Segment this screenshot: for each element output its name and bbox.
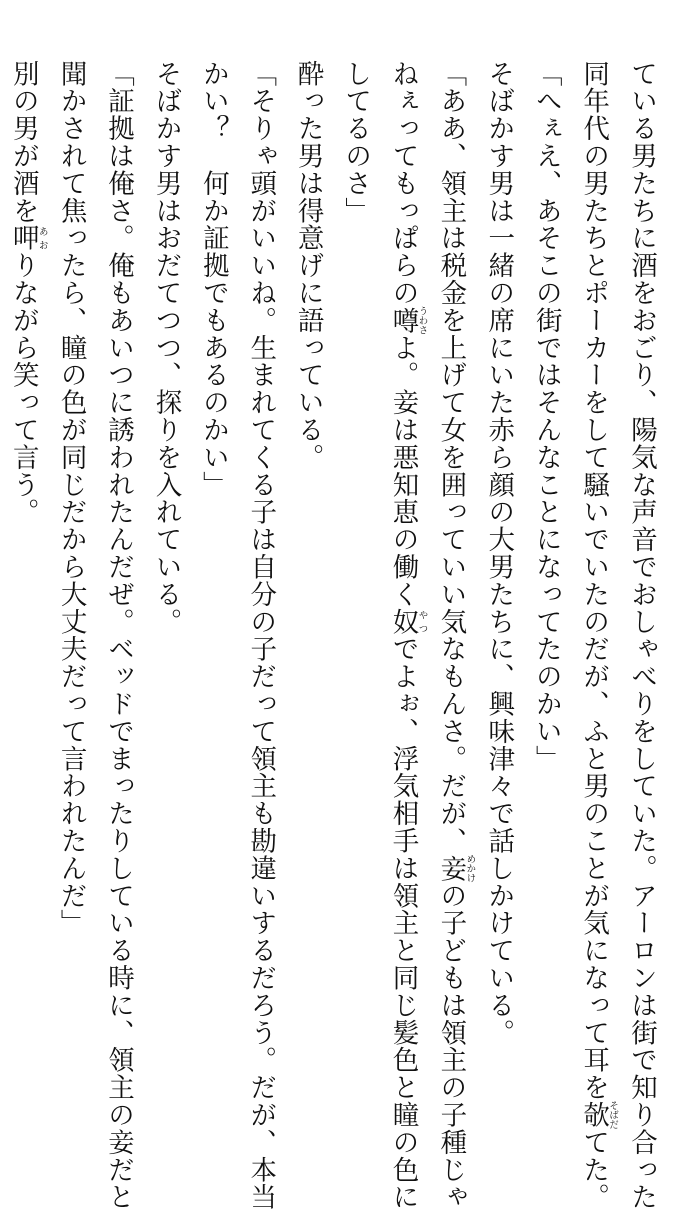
line-text: でよぉ、浮気相手は領主と同じ髪色と瞳の色に <box>387 635 419 1211</box>
line-text: 「ああ、領主は税金を上げて女を囲っていい気なもんさ。だが、 <box>435 60 467 855</box>
line-text: の子どもは領主の子種じゃ <box>435 882 467 1211</box>
ruby-word <box>7 224 48 252</box>
ruby-reading: あお <box>36 224 48 252</box>
ruby-word <box>387 608 428 636</box>
line-text: そばかす男は一緒の席にいた赤ら顔の大男たちに、興味津々で話しかけている。 <box>483 60 515 1047</box>
text-line <box>95 60 142 1211</box>
text-line <box>475 60 522 1047</box>
ruby-base: 呷 <box>7 224 39 252</box>
ruby-reading: めかけ <box>464 854 476 883</box>
ruby-base: 欹 <box>578 1100 610 1130</box>
line-text: してるのさ」 <box>340 60 372 225</box>
text-line <box>142 60 189 950</box>
text-line <box>427 60 476 1211</box>
text-line <box>237 60 284 1211</box>
line-text: 聞かされて焦ったら、瞳の色が同じだから大丈夫だって言われたんだ」 <box>55 60 87 937</box>
ruby-reading: そばだ <box>607 1100 619 1130</box>
ruby-reading: やつ <box>416 608 428 636</box>
ruby-reading: うわさ <box>416 306 428 335</box>
ruby-word <box>435 854 476 883</box>
line-text: 「へぇえ、あそこの街ではそんなことになってたのかい」 <box>530 60 562 773</box>
line-text: 同年代の男たちとポーカーをして騒いでいたのだが、ふと男のことが気になって耳を <box>578 60 610 1102</box>
text-line <box>570 60 619 1211</box>
line-text: りながら笑って言う。 <box>7 251 39 526</box>
line-text: てた。 <box>578 1128 610 1211</box>
line-text: 別の男が酒を <box>7 60 39 225</box>
ruby-word <box>387 306 428 335</box>
text-line <box>189 60 236 950</box>
text-line <box>332 60 379 950</box>
line-text: ている男たちに酒をおごり、陽気な声音でおしゃべりをしていた。アーロンは街で知り合った <box>626 60 657 1211</box>
line-text: 「そりゃ頭がいいね。生まれてくる子は自分の子だって領主も勘違いするだろう。だが、本当 <box>245 60 277 1211</box>
text-line <box>0 60 47 950</box>
text-line <box>284 60 331 950</box>
line-text: よ。妾は悪知恵の働く <box>387 334 419 609</box>
line-text: 酔った男は得意げに語っている。 <box>292 60 324 471</box>
ruby-base: 妾 <box>435 854 467 883</box>
line-text: かい？ 何か証拠でもあるのかい」 <box>197 60 229 499</box>
ruby-word <box>578 1100 619 1130</box>
text-line <box>47 60 94 950</box>
vertical-text-block <box>7 60 665 1211</box>
line-text: そばかす男はおだてつつ、探りを入れている。 <box>150 60 182 636</box>
ruby-base: 噂 <box>387 306 419 335</box>
line-text: ねぇってもっぱらの <box>387 60 419 307</box>
text-line <box>522 60 569 950</box>
text-line <box>379 60 428 1211</box>
ruby-base: 奴 <box>387 608 419 636</box>
line-text: 「証拠は俺さ。俺もあいつに誘われたんだぜ。ベッドでまったりしている時に、領主の妾だと <box>103 60 135 1211</box>
text-line <box>618 60 665 1211</box>
